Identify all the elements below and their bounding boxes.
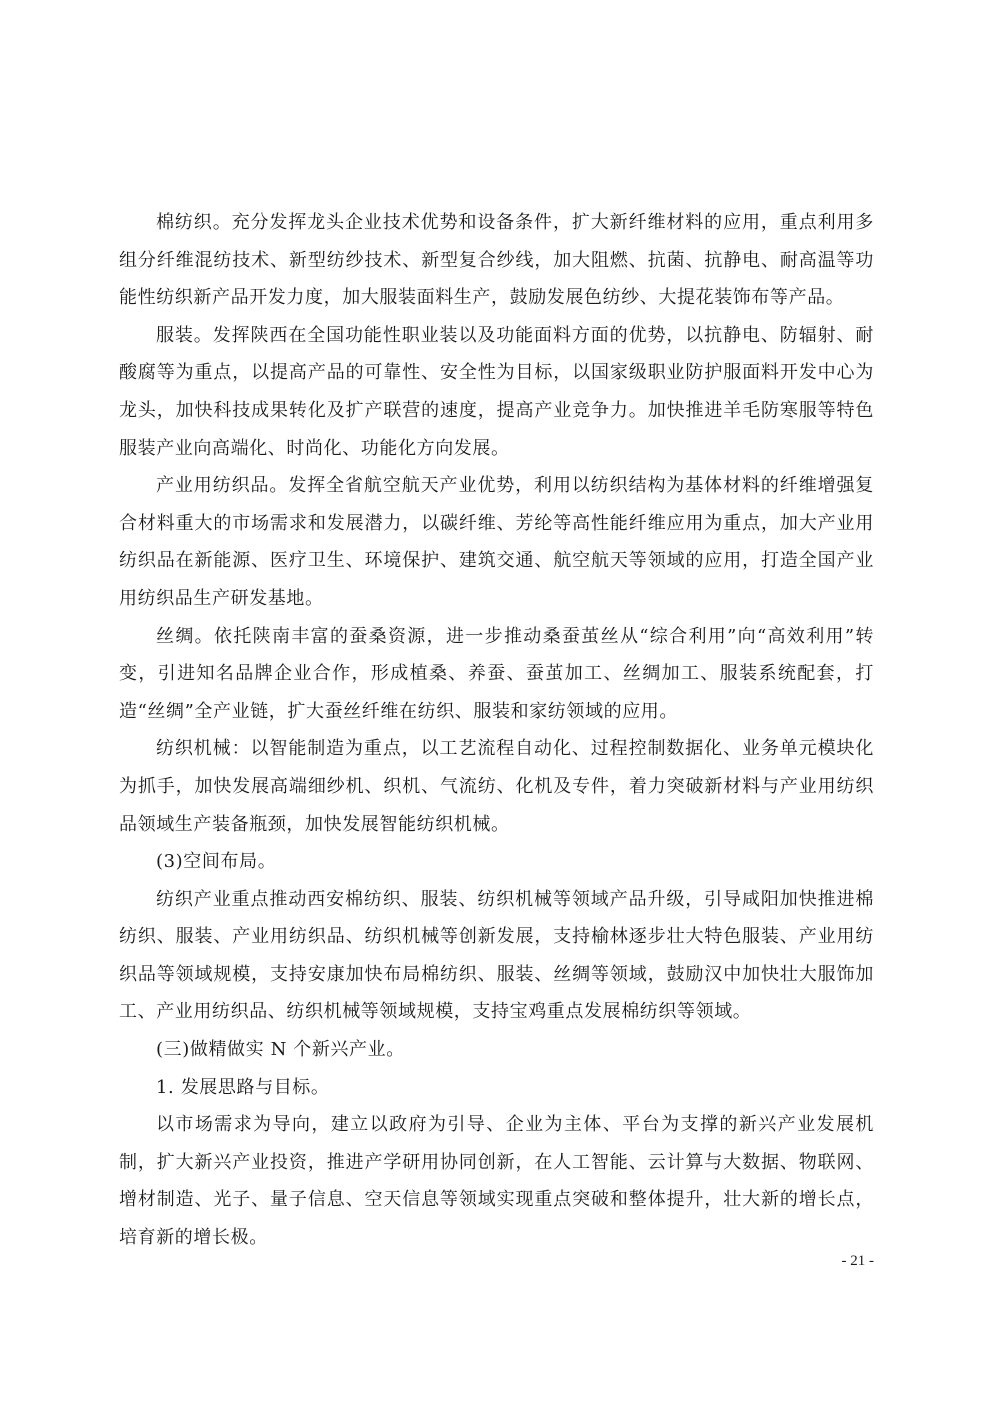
heading-ideas-and-goals: 1. 发展思路与目标。 (156, 1076, 330, 1098)
paragraph-spatial-layout: 纺织产业重点推动西安棉纺织、服装、纺织机械等领域产品升级，引导咸阳加快推进棉纺织、服装、产业用纺织品、纺织机械等创新发展，支持榆林逐步壮大特色服装、产业用纺织品等领域规模，支持安康加快布局棉纺织、服装、丝绸等领域，鼓励汉中加快壮大服饰加工、产业用纺织品、纺织机械等领域规模，支持宝鸡重点发展棉纺织等领域。 (119, 888, 874, 1023)
heading-emerging-industries: (三)做精做实 N 个新兴产业。 (156, 1039, 405, 1061)
paragraph-industrial-textiles: 产业用纺织品。发挥全省航空航天产业优势，利用以纺织结构为基体材料的纤维增强复合材料重大的市场需求和发展潜力，以碳纤维、芳纶等高性能纤维应用为重点，加大产业用纺织品在新能源、医疗卫生、环境保护、建筑交通、航空航天等领域的应用，打造全国产业用纺织品生产研发基地。 (119, 475, 874, 609)
paragraph-silk: 丝绸。依托陕南丰富的蚕桑资源，进一步推动桑蚕茧丝从“综合利用”向“高效利用”转变，引进知名品牌企业合作，形成植桑、养蚕、蚕茧加工、丝绸加工、服装系统配套，打造“丝绸”全产业链，扩大蚕丝纤维在纺织、服装和家纺领域的应用。 (119, 625, 874, 722)
paragraph-apparel: 服装。发挥陕西在全国功能性职业装以及功能面料方面的优势，以抗静电、防辐射、耐酸腐等为重点，以提高产品的可靠性、安全性为目标，以国家级职业防护服面料开发中心为龙头，加快科技成果转化及扩产联营的速度，提高产业竞争力。加快推进羊毛防寒服等特色服装产业向高端化、时尚化、功能化方向发展。 (119, 324, 874, 459)
body-text (119, 204, 874, 1257)
paragraph-ideas-and-goals: 以市场需求为导向，建立以政府为引导、企业为主体、平台为支撑的新兴产业发展机制，扩大新兴产业投资，推进产学研用协同创新，在人工智能、云计算与大数据、物联网、增材制造、光子、量子信息、空天信息等领域实现重点突破和整体提升，壮大新的增长点，培育新的增长极。 (119, 1114, 874, 1249)
paragraph-textile-machinery: 纺织机械：以智能制造为重点，以工艺流程自动化、过程控制数据化、业务单元模块化为抓手，加快发展高端细纱机、织机、气流纺、化机及专件，着力突破新材料与产业用纺织品领域生产装备瓶颈，加快发展智能纺织机械。 (119, 738, 874, 835)
page-number: - 21 - (841, 1253, 874, 1269)
heading-spatial-layout: (3)空间布局。 (156, 851, 277, 873)
paragraph-cotton-textile: 棉纺织。充分发挥龙头企业技术优势和设备条件，扩大新纤维材料的应用，重点利用多组分纤维混纺技术、新型纺纱技术、新型复合纱线，加大阻燃、抗菌、抗静电、耐高温等功能性纺织新产品开发力度，加大服装面料生产，鼓励发展色纺纱、大提花装饰布等产品。 (119, 212, 874, 309)
